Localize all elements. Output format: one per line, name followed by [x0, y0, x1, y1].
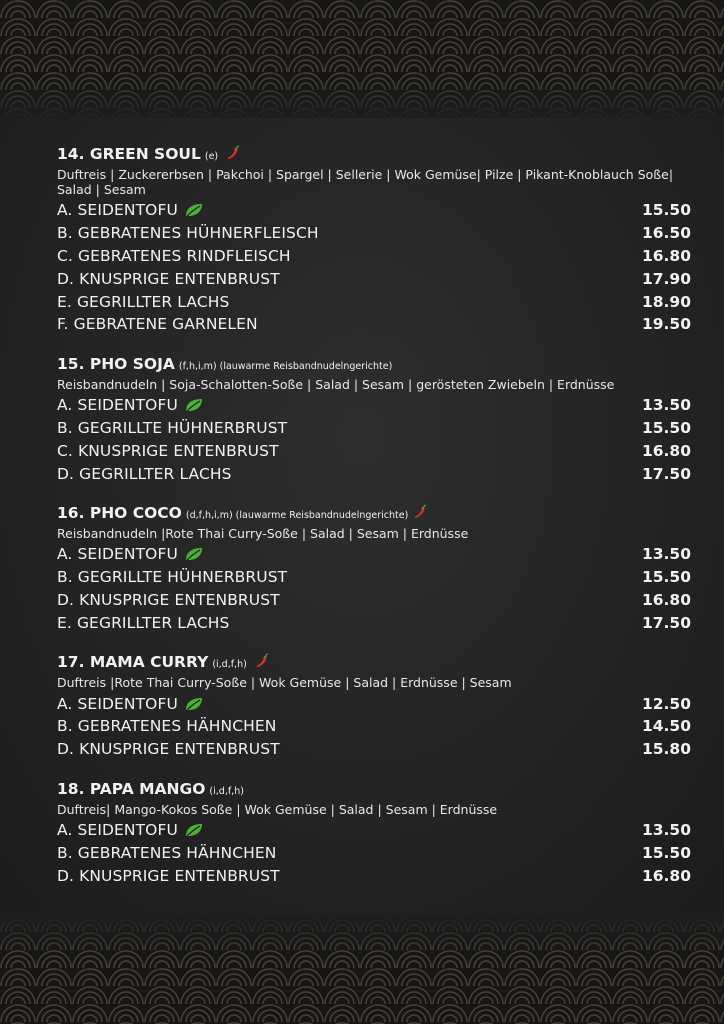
item-name-wrap — [57, 545, 204, 563]
item-name: D. KNUSPRIGE ENTENBRUST — [57, 866, 280, 885]
item-price: 15.50 — [641, 418, 691, 437]
item-name-wrap — [57, 740, 280, 758]
menu-item — [57, 417, 691, 440]
section-heading — [57, 144, 691, 167]
item-price: 17.50 — [641, 613, 691, 632]
item-name: D. GEGRILLTER LACHS — [57, 464, 232, 483]
item-list — [57, 819, 691, 887]
menu-item — [57, 611, 691, 634]
menu-item — [57, 819, 691, 842]
leaf-icon — [184, 397, 204, 413]
allergen-codes: (d,f,h,i,m) — [185, 509, 233, 521]
leaf-icon — [184, 822, 204, 838]
menu-item — [57, 589, 691, 612]
allergen-codes: (i,d,f,h) — [212, 659, 247, 671]
item-name-wrap — [57, 568, 287, 586]
menu-item — [57, 462, 691, 485]
item-name: A. SEIDENTOFU — [57, 545, 178, 564]
item-price: 16.80 — [641, 866, 691, 885]
menu-item — [57, 267, 691, 290]
item-name: A. SEIDENTOFU — [57, 694, 178, 713]
menu-item — [57, 199, 691, 222]
item-price: 17.50 — [641, 464, 691, 483]
item-name-wrap — [57, 614, 229, 632]
menu-item — [57, 715, 691, 738]
item-name-wrap — [57, 247, 291, 265]
item-price: 12.50 — [641, 694, 691, 713]
bottom-wave-pattern — [0, 914, 724, 1024]
item-name: A. SEIDENTOFU — [57, 396, 178, 415]
item-name-wrap — [57, 465, 232, 483]
item-name-wrap — [57, 293, 229, 311]
item-name-wrap — [57, 442, 279, 460]
section-description: Duftreis | Zuckererbsen | Pakchoi | Spargel | Sellerie | Wok Gemüse| Pilze | Pikant-Knoblauch Soße| Salad | Sesam — [57, 167, 674, 197]
item-name-wrap — [57, 419, 287, 437]
menu-content — [57, 144, 691, 905]
item-name: D. KNUSPRIGE ENTENBRUST — [57, 740, 280, 759]
item-price: 15.50 — [641, 843, 691, 862]
section-description: Duftreis| Mango-Kokos Soße | Wok Gemüse | Salad | Sesam | Erdnüsse — [57, 801, 498, 817]
section-description: Reisbandnudeln | Soja-Schalotten-Soße | Salad | Sesam | gerösteten Zwiebeln | Erdnüsse — [57, 376, 615, 392]
item-name-wrap — [57, 867, 280, 885]
item-name: B. GEGRILLTE HÜHNERBRUST — [57, 568, 288, 587]
item-name: D. KNUSPRIGE ENTENBRUST — [57, 590, 280, 609]
menu-section — [57, 144, 691, 336]
item-price: 13.50 — [641, 545, 691, 564]
item-price: 16.80 — [641, 441, 691, 460]
menu-item — [57, 864, 691, 887]
menu-item — [57, 841, 691, 864]
item-name-wrap — [57, 201, 204, 219]
item-name: E. GEGRILLTER LACHS — [57, 292, 230, 311]
item-price: 14.50 — [641, 717, 691, 736]
item-name-wrap — [57, 717, 276, 735]
item-name: B. GEGRILLTE HÜHNERBRUST — [57, 418, 288, 437]
menu-item — [57, 692, 691, 715]
section-title: 16. PHO COCO — [57, 503, 182, 522]
item-price: 15.50 — [641, 201, 691, 220]
item-name-wrap — [57, 224, 319, 242]
section-title: 15. PHO SOJA — [57, 354, 175, 373]
item-name: B. GEBRATENES HÜHNERFLEISCH — [57, 224, 319, 243]
section-description: Duftreis |Rote Thai Curry-Soße | Wok Gemüse | Salad | Erdnüsse | Sesam — [57, 675, 512, 691]
item-price: 19.50 — [641, 315, 691, 334]
item-name: A. SEIDENTOFU — [57, 201, 178, 220]
menu-section — [57, 354, 691, 485]
menu-item — [57, 738, 691, 761]
top-wave-pattern — [0, 0, 724, 120]
item-price: 15.80 — [641, 740, 691, 759]
item-name-wrap — [57, 396, 204, 414]
item-price: 13.50 — [641, 820, 691, 839]
section-note: (lauwarme Reisbandnudelngerichte) — [219, 360, 393, 372]
item-list — [57, 394, 691, 485]
section-heading — [57, 779, 691, 802]
menu-item — [57, 543, 691, 566]
item-name-wrap — [57, 591, 280, 609]
item-name: B. GEBRATENES HÄHNCHEN — [57, 843, 277, 862]
chili-pepper-icon — [412, 504, 428, 520]
section-heading — [57, 354, 691, 377]
section-description: Reisbandnudeln |Rote Thai Curry-Soße | Salad | Sesam | Erdnüsse — [57, 525, 469, 541]
item-name-wrap — [57, 844, 276, 862]
item-name: F. GEBRATENE GARNELEN — [57, 315, 258, 334]
menu-section — [57, 503, 691, 634]
menu-item — [57, 394, 691, 417]
item-price: 13.50 — [641, 396, 691, 415]
menu-item — [57, 290, 691, 313]
item-price: 16.50 — [641, 224, 691, 243]
leaf-icon — [184, 696, 204, 712]
item-name-wrap — [57, 695, 204, 713]
allergen-codes: (e) — [204, 151, 219, 162]
item-name-wrap — [57, 270, 280, 288]
menu-item — [57, 245, 691, 268]
item-price: 16.80 — [641, 590, 691, 609]
section-heading — [57, 503, 691, 526]
item-name: C. KNUSPRIGE ENTENBRUST — [57, 441, 279, 460]
leaf-icon — [184, 546, 204, 562]
item-price: 18.90 — [641, 292, 691, 311]
section-note: (lauwarme Reisbandnudelngerichte) — [235, 509, 409, 521]
section-title: 18. PAPA MANGO — [57, 779, 206, 798]
item-list — [57, 199, 691, 336]
item-name: C. GEBRATENES RINDFLEISCH — [57, 246, 291, 265]
menu-item — [57, 313, 691, 336]
item-name-wrap — [57, 821, 204, 839]
item-name: E. GEGRILLTER LACHS — [57, 613, 230, 632]
item-price: 15.50 — [641, 568, 691, 587]
menu-item — [57, 566, 691, 589]
section-title: 14. GREEN SOUL — [57, 145, 201, 163]
item-name-wrap — [57, 315, 258, 333]
item-name: D. KNUSPRIGE ENTENBRUST — [57, 269, 280, 288]
item-price: 17.90 — [641, 269, 691, 288]
item-list — [57, 543, 691, 634]
menu-item — [57, 222, 691, 245]
menu-section — [57, 652, 691, 760]
allergen-codes: (i,d,f,h) — [209, 785, 244, 797]
item-list — [57, 692, 691, 760]
item-name: B. GEBRATENES HÄHNCHEN — [57, 717, 277, 736]
chili-pepper-icon — [254, 653, 270, 669]
item-name: A. SEIDENTOFU — [57, 820, 178, 839]
menu-item — [57, 439, 691, 462]
chili-pepper-icon — [225, 145, 241, 161]
item-price: 16.80 — [641, 246, 691, 265]
section-title: 17. MAMA CURRY — [57, 653, 209, 672]
menu-section — [57, 779, 691, 887]
leaf-icon — [184, 202, 204, 218]
section-heading — [57, 652, 691, 675]
allergen-codes: (f,h,i,m) — [178, 360, 217, 372]
